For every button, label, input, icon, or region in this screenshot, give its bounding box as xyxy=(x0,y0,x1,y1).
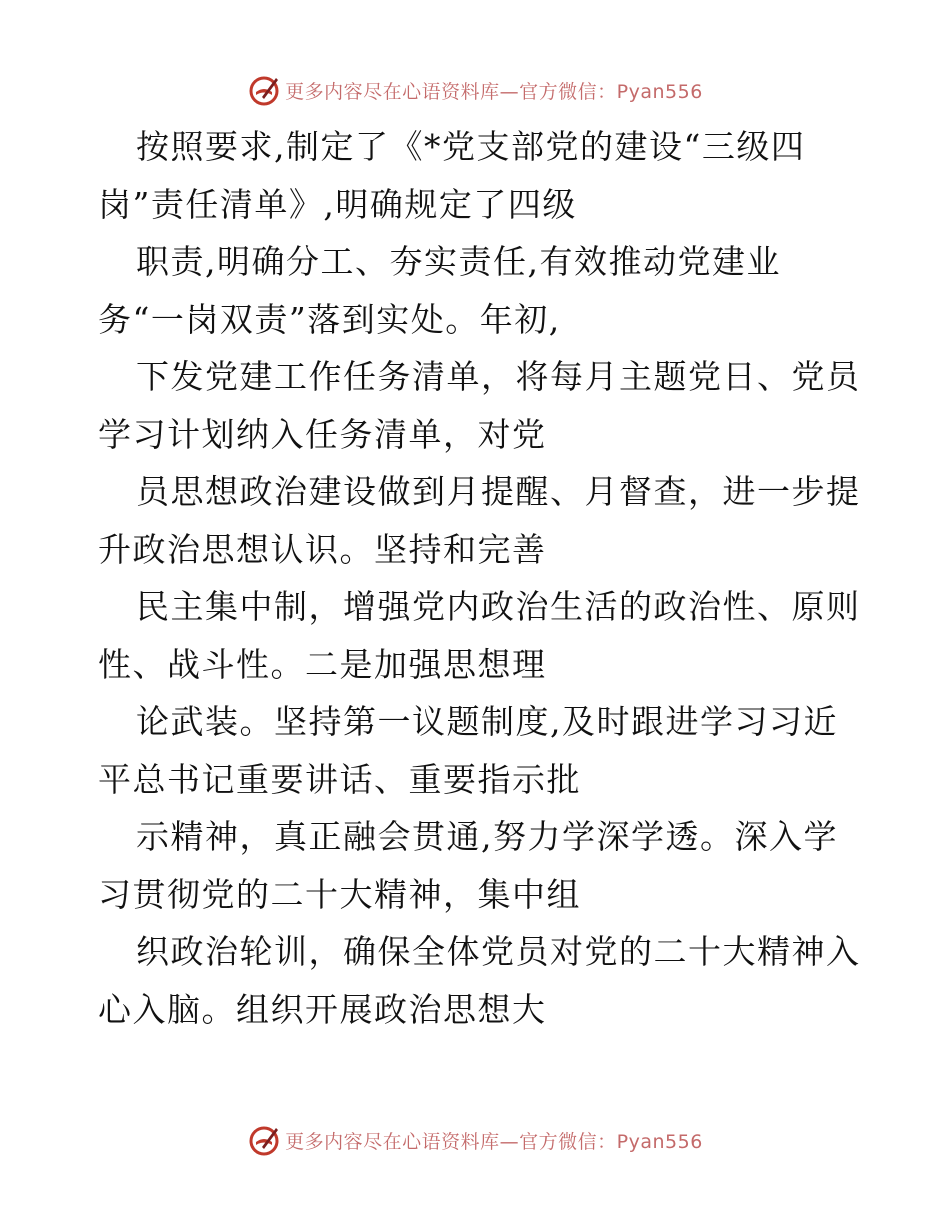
body-line: 织政治轮训，确保全体党员对党的二十大精神入 xyxy=(136,932,861,971)
footer-banner xyxy=(0,1120,950,1160)
body-line: 岗”责任清单》,明确规定了四级 xyxy=(98,184,577,224)
body-line: 论武装。坚持第一议题制度,及时跟进学习习近 xyxy=(136,702,838,741)
body-line: 心入脑。组织开展政治思想大 xyxy=(98,989,547,1029)
body-line: 性、战斗性。二是加强思想理 xyxy=(98,644,547,684)
body-line: 平总书记重要讲话、重要指示批 xyxy=(98,759,581,799)
header-banner xyxy=(0,70,950,110)
body-line: 民主集中制，增强党内政治生活的政治性、原则 xyxy=(136,587,861,626)
body-line: 务“一岗双责”落到实处。年初, xyxy=(98,299,561,339)
document-body xyxy=(98,118,878,1038)
body-line: 学习计划纳入任务清单，对党 xyxy=(98,414,547,454)
body-line: 按照要求,制定了《*党支部党的建设“三级四 xyxy=(136,127,806,166)
body-line: 职责,明确分工、夯实责任,有效推动党建业 xyxy=(136,242,781,281)
book-pen-logo-icon xyxy=(247,73,281,107)
body-line: 示精神，真正融会贯通,努力学深学透。深入学 xyxy=(136,817,838,856)
body-line: 升政治思想认识。坚持和完善 xyxy=(98,529,547,569)
body-line: 习贯彻党的二十大精神，集中组 xyxy=(98,874,581,914)
body-line: 下发党建工作任务清单，将每月主题党日、党员 xyxy=(136,357,861,396)
footer-banner-text: 更多内容尽在心语资料库—官方微信：Pyan556 xyxy=(285,1130,703,1153)
header-banner-text: 更多内容尽在心语资料库—官方微信：Pyan556 xyxy=(285,80,703,103)
book-pen-logo-icon xyxy=(247,1123,281,1157)
body-line: 员思想政治建设做到月提醒、月督查，进一步提 xyxy=(136,472,861,511)
